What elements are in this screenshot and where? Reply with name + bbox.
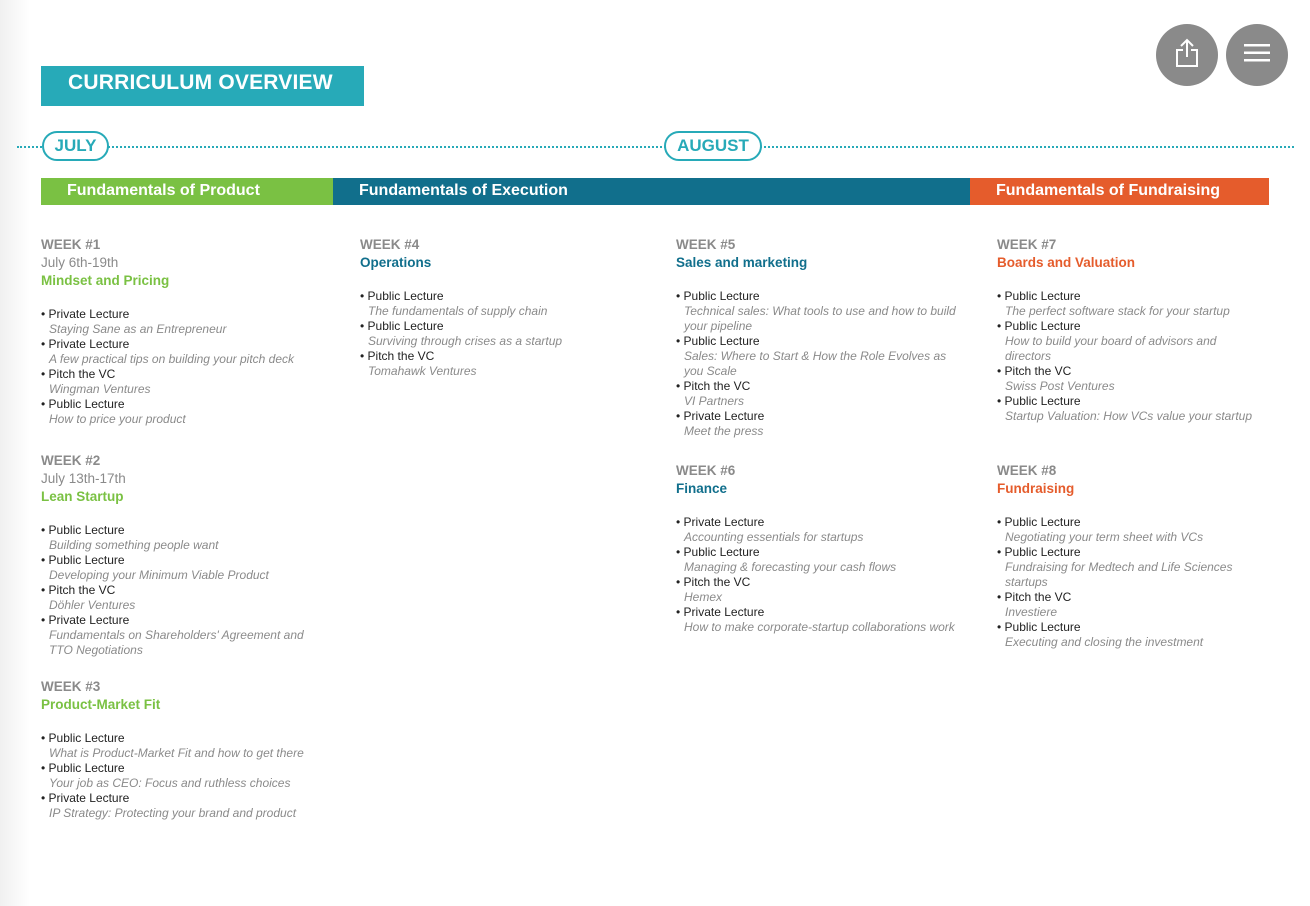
week-topic: Lean Startup [41,489,124,504]
week-label: WEEK #7 [997,237,1057,252]
session-type: • Public Lecture [41,731,341,746]
session-type: • Private Lecture [676,605,961,620]
session-desc: Döhler Ventures [49,598,136,612]
session-desc: Tomahawk Ventures [368,364,477,378]
session-desc: Hemex [684,590,723,604]
session-desc: What is Product-Market Fit and how to get there [49,746,304,760]
session-desc: Building something people want [49,538,219,552]
week-label: WEEK #6 [676,463,736,478]
session-desc: Staying Sane as an Entrepreneur [49,322,227,336]
week-dates: July 13th-17th [41,471,126,486]
week-topic: Fundraising [997,481,1075,496]
session-list [41,307,341,427]
session-desc: Developing your Minimum Viable Product [49,568,269,582]
session-type: • Pitch the VC [41,583,341,598]
session-desc: How to build your board of advisors and directors [1005,334,1217,363]
week-label: WEEK #5 [676,237,736,252]
column-fundraising [997,236,1297,650]
phase-product: Fundamentals of Product [41,178,333,205]
session-type: • Private Lecture [41,337,341,352]
session-desc: A few practical tips on building your pitch deck [49,352,295,366]
session-type: • Public Lecture [997,620,1297,635]
session-type: • Public Lecture [997,319,1297,334]
week-3 [41,678,341,821]
session-desc: How to make corporate-startup collaborations work [684,620,955,634]
session-type: • Public Lecture [41,523,341,538]
session-item [997,394,1297,424]
session-type: • Private Lecture [41,307,341,322]
session-desc: Fundamentals on Shareholders' Agreement and TTO Negotiations [49,628,304,657]
week-7 [997,236,1297,424]
week-topic: Operations [360,255,432,270]
session-item [997,515,1297,545]
session-item [676,605,961,635]
session-type: • Pitch the VC [676,379,961,394]
month-august: AUGUST [664,131,762,161]
week-label: WEEK #2 [41,453,101,468]
column-execution-2 [676,236,961,635]
session-list [360,289,660,379]
session-list [997,289,1297,424]
session-type: • Private Lecture [676,515,961,530]
session-type: • Public Lecture [360,319,660,334]
session-type: • Pitch the VC [997,590,1297,605]
session-type: • Pitch the VC [360,349,660,364]
session-type: • Private Lecture [676,409,961,424]
phase-execution: Fundamentals of Execution [333,178,970,205]
session-type: • Pitch the VC [676,575,961,590]
week-label: WEEK #1 [41,237,101,252]
session-desc: Accounting essentials for startups [684,530,864,544]
week-5 [676,236,961,439]
session-desc: Your job as CEO: Focus and ruthless choices [49,776,291,790]
week-label: WEEK #8 [997,463,1057,478]
session-desc: Meet the press [684,424,764,438]
session-type: • Public Lecture [997,545,1297,560]
session-item [41,761,341,791]
session-desc: IP Strategy: Protecting your brand and product [49,806,297,820]
session-type: • Public Lecture [997,394,1297,409]
column-execution-1 [360,236,660,379]
week-topic: Mindset and Pricing [41,273,170,288]
session-item [41,731,341,761]
column-product [41,236,341,821]
session-desc: Negotiating your term sheet with VCs [1005,530,1204,544]
session-item [360,289,660,319]
session-desc: Managing & forecasting your cash flows [684,560,897,574]
session-type: • Pitch the VC [41,367,341,382]
session-item [997,289,1297,319]
session-type: • Public Lecture [676,289,961,304]
phase-fundraising: Fundamentals of Fundraising [970,178,1269,205]
session-item [41,791,341,821]
session-item [997,590,1297,620]
timeline-line [17,146,1294,148]
share-icon [1172,37,1202,74]
session-list [41,523,341,658]
week-label: WEEK #3 [41,679,101,694]
session-item [676,409,961,439]
session-item [41,367,341,397]
session-type: • Public Lecture [360,289,660,304]
session-type: • Public Lecture [41,553,341,568]
session-item [360,319,660,349]
session-desc: The perfect software stack for your startup [1005,304,1230,318]
session-item [676,575,961,605]
menu-button[interactable] [1226,24,1288,86]
session-list [676,289,961,439]
session-desc: VI Partners [684,394,745,408]
session-item [997,545,1297,590]
session-item [41,553,341,583]
week-4 [360,236,660,379]
week-6 [676,462,961,635]
left-edge-shadow [0,0,30,906]
session-item [676,545,961,575]
session-desc: Startup Valuation: How VCs value your startup [1005,409,1253,423]
session-item [41,337,341,367]
session-item [676,379,961,409]
session-desc: How to price your product [49,412,186,426]
session-type: • Pitch the VC [997,364,1297,379]
session-desc: Surviving through crises as a startup [368,334,563,348]
session-type: • Public Lecture [997,289,1297,304]
session-type: • Public Lecture [676,334,961,349]
session-desc: Sales: Where to Start & How the Role Evolves as you Scale [684,349,947,378]
session-item [676,515,961,545]
session-item [676,334,961,379]
session-desc: Investiere [1005,605,1058,619]
week-topic: Finance [676,481,728,496]
session-item [41,523,341,553]
page-title: CURRICULUM OVERVIEW [41,66,364,106]
session-item [997,620,1297,650]
session-list [41,731,341,821]
session-item [997,364,1297,394]
week-topic: Boards and Valuation [997,255,1136,270]
hamburger-menu-icon [1243,42,1271,69]
share-button[interactable] [1156,24,1218,86]
session-type: • Public Lecture [41,761,341,776]
week-dates: July 6th-19th [41,255,119,270]
session-item [41,613,341,658]
session-item [997,319,1297,364]
session-desc: Swiss Post Ventures [1005,379,1115,393]
session-item [41,307,341,337]
week-8 [997,462,1297,650]
session-type: • Public Lecture [997,515,1297,530]
session-item [360,349,660,379]
session-type: • Public Lecture [676,545,961,560]
month-july: JULY [42,131,109,161]
session-desc: Fundraising for Medtech and Life Sciences startups [1005,560,1233,589]
session-item [41,397,341,427]
session-type: • Public Lecture [41,397,341,412]
session-list [997,515,1297,650]
session-item [676,289,961,334]
week-topic: Sales and marketing [676,255,808,270]
session-item [41,583,341,613]
week-1 [41,236,341,427]
session-desc: Executing and closing the investment [1005,635,1204,649]
session-type: • Private Lecture [41,791,341,806]
session-type: • Private Lecture [41,613,341,628]
week-label: WEEK #4 [360,237,420,252]
week-2 [41,452,341,658]
session-desc: The fundamentals of supply chain [368,304,548,318]
session-desc: Wingman Ventures [49,382,151,396]
week-topic: Product-Market Fit [41,697,161,712]
session-list [676,515,961,635]
session-desc: Technical sales: What tools to use and how to build your pipeline [684,304,956,333]
